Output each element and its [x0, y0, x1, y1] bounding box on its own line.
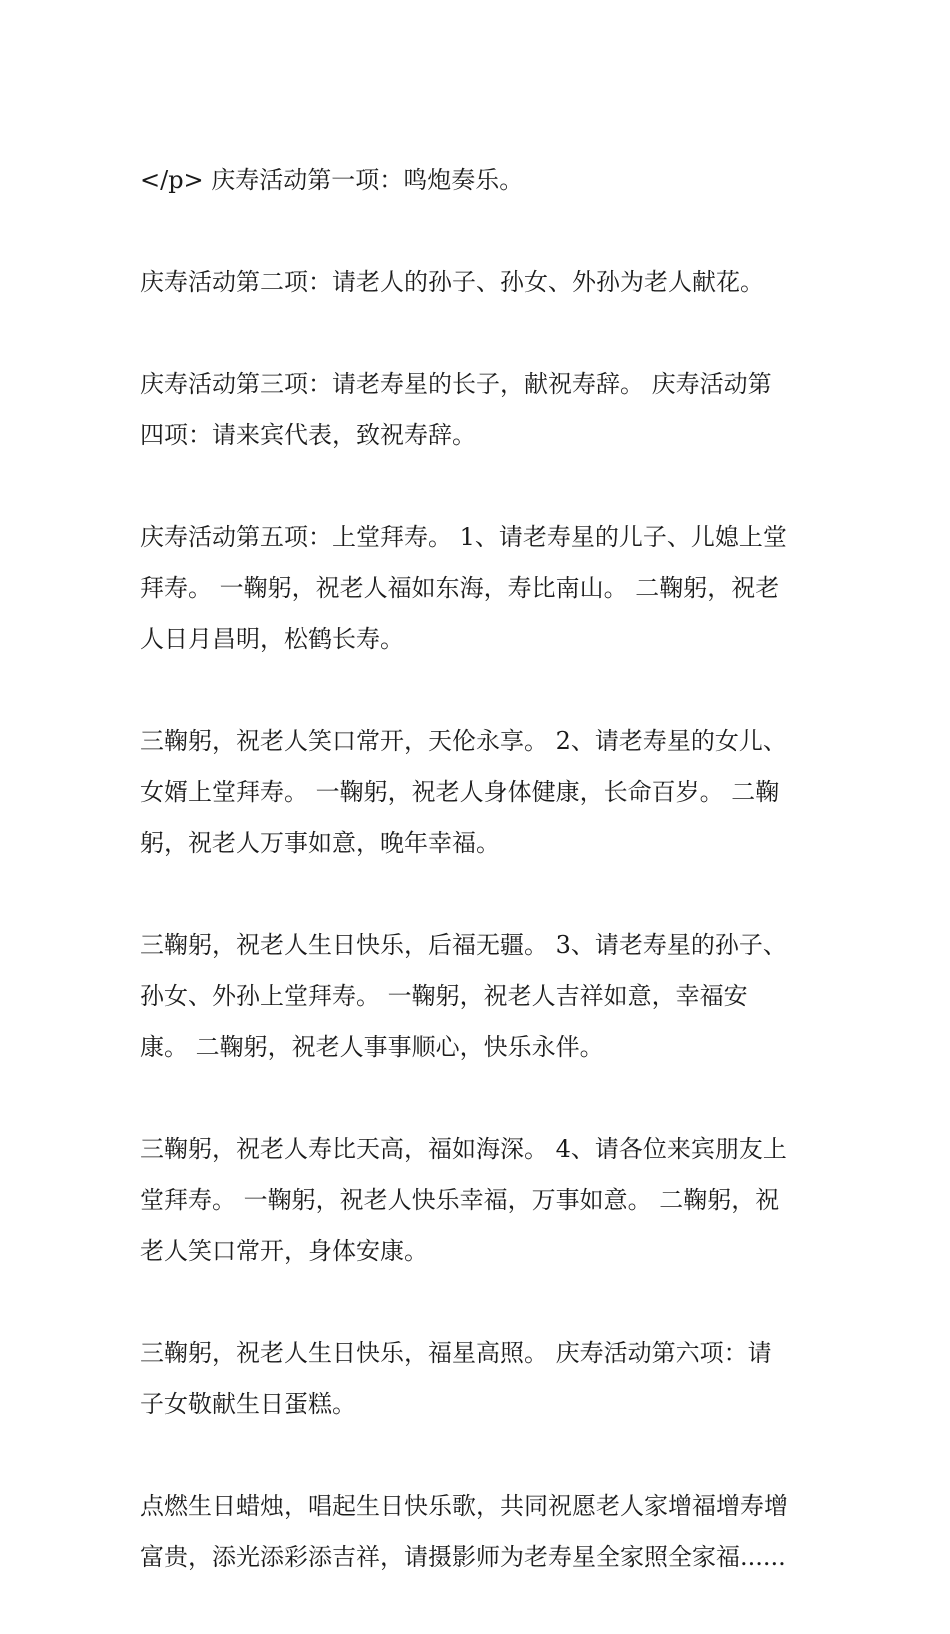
paragraph-8: 三鞠躬，祝老人生日快乐，福星高照。 庆寿活动第六项：请 子女敬献生日蛋糕。 [140, 1339, 772, 1418]
paragraph-2: 庆寿活动第二项：请老人的孙子、孙女、外孙为老人献花。 [140, 268, 764, 296]
paragraph-9: 点燃生日蜡烛，唱起生日快乐歌，共同祝愿老人家增福增寿增 富贵，添光添彩添吉祥，请摄影师为老寿星全家照全家福...... [140, 1492, 788, 1571]
paragraph-6: 三鞠躬，祝老人生日快乐，后福无疆。 3、请老寿星的孙子、 孙女、外孙上堂拜寿。 一鞠躬，祝老人吉祥如意，幸福安 康。 二鞠躬，祝老人事事顺心，快乐永伴。 [140, 931, 787, 1061]
paragraph-5: 三鞠躬，祝老人笑口常开，天伦永享。 2、请老寿星的女儿、 女婿上堂拜寿。 一鞠躬，祝老人身体健康，长命百岁。 二鞠 躬，祝老人万事如意，晚年幸福。 [140, 727, 787, 857]
paragraph-1: </p> 庆寿活动第一项：鸣炮奏乐。 [140, 166, 524, 194]
paragraph-4: 庆寿活动第五项：上堂拜寿。 1、请老寿星的儿子、儿媳上堂 拜寿。 一鞠躬，祝老人福如东海，寿比南山。 二鞠躬，祝老 人日月昌明，松鹤长寿。 [140, 523, 787, 653]
paragraph-3: 庆寿活动第三项：请老寿星的长子，献祝寿辞。 庆寿活动第 四项：请来宾代表，致祝寿辞。 [140, 370, 772, 449]
paragraph-7: 三鞠躬，祝老人寿比天高，福如海深。 4、请各位来宾朋友上 堂拜寿。 一鞠躬，祝老人快乐幸福，万事如意。 二鞠躬，祝 老人笑口常开，身体安康。 [140, 1135, 787, 1265]
document-body [140, 104, 820, 1634]
